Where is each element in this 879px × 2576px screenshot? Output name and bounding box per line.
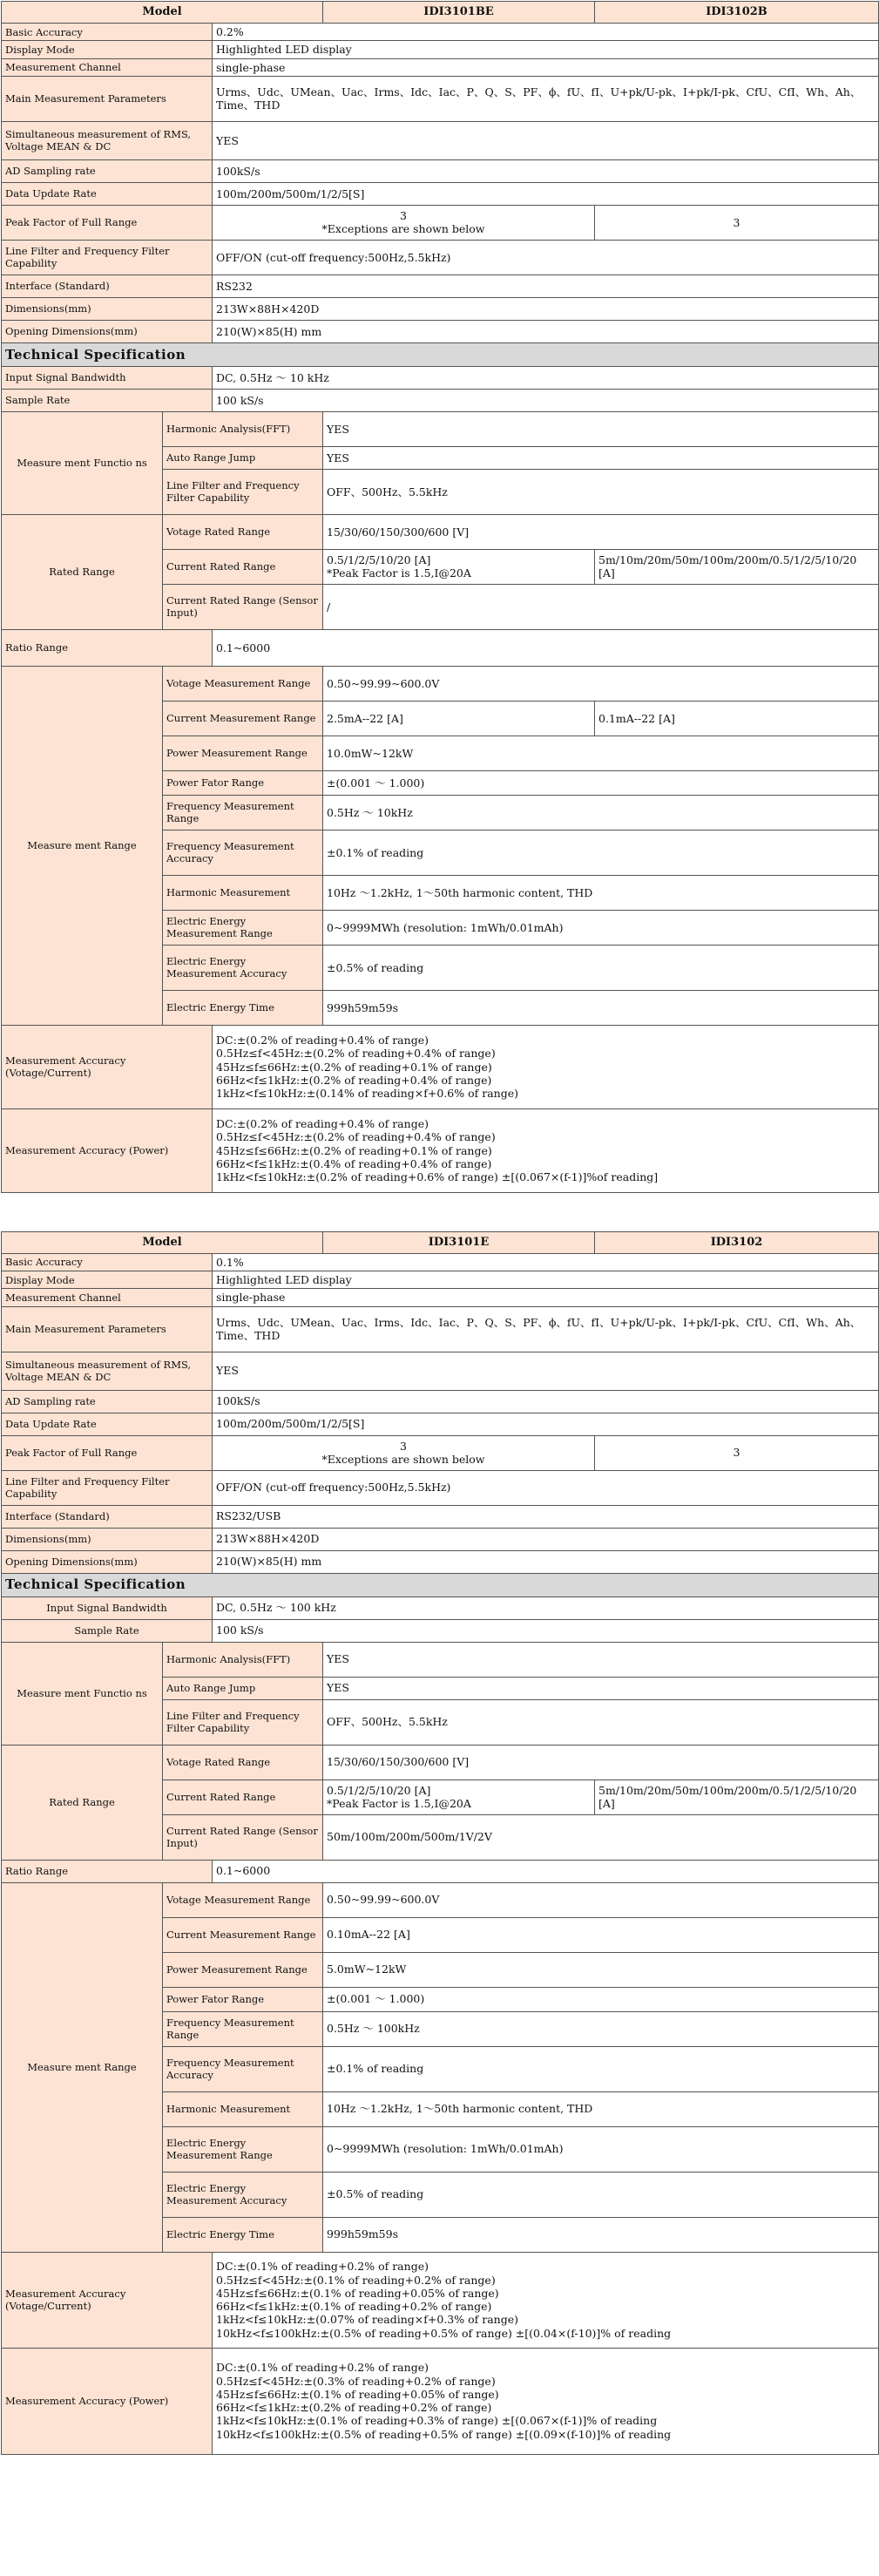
- model-b: IDI3102: [595, 1231, 879, 1253]
- accuracy-vc-value: DC:±(0.2% of reading+0.4% of range) 0.5Hz≤f<45Hz:±(0.2% of reading+0.4% of range) 45Hz≤f≤66Hz:±(0.2% of reading+0.1% of range) 66Hz<f≤1kHz:±(0.2% of reading+0.4% of range) 1kHz<f≤10kHz:±(0.14% of reading×f+0.6% of range): [213, 1025, 879, 1108]
- mr-voltage-row: [2, 1882, 879, 1917]
- mr-harmonic-label: Harmonic Measurement: [163, 875, 323, 910]
- dimensions-value: 213W×88H×420D: [213, 297, 879, 320]
- peak-factor-row: [2, 205, 879, 240]
- simultaneous-row: [2, 1352, 879, 1390]
- sample-rate-row: [2, 389, 879, 411]
- peak-factor-row: [2, 1435, 879, 1470]
- line-filter-row: [2, 240, 879, 275]
- main-params-value: Urms、Udc、UMean、Uac、Irms、Idc、Iac、P、Q、S、PF、ϕ、fU、fI、U+pk/U-pk、I+pk/I-pk、CfU、CfI、Wh、Ah、Time、THD: [213, 1306, 879, 1352]
- accuracy-p-label: Measurement Accuracy (Power): [2, 1108, 213, 1192]
- tech-spec-title: Technical Specification: [2, 342, 879, 366]
- mr-power-label: Power Measurement Range: [163, 736, 323, 770]
- peak-factor-label: Peak Factor of Full Range: [2, 205, 213, 240]
- data-update-label: Data Update Rate: [2, 1413, 213, 1435]
- line-filter-value: OFF/ON (cut-off frequency:500Hz,5.5kHz): [213, 1470, 879, 1505]
- input-bandwidth-row: [2, 366, 879, 389]
- interface-label: Interface (Standard): [2, 1505, 213, 1528]
- measurement-functions-group: Measure ment Functio ns: [2, 411, 163, 514]
- ad-sampling-label: AD Sampling rate: [2, 1390, 213, 1413]
- basic-accuracy-row: [2, 1253, 879, 1271]
- accuracy-p-value: DC:±(0.1% of reading+0.2% of range) 0.5Hz≤f<45Hz:±(0.3% of reading+0.2% of range) 45Hz≤f≤66Hz:±(0.1% of reading+0.05% of range) 66Hz<f≤1kHz:±(0.2% of reading+0.2% of range) 1kHz<f≤10kHz:±(0.1% of reading+0.3% of range) ±[(0.067×(f-1)]% of reading 10kHz<f≤100kHz:±(0.5% of reading+0.5% of range) ±[(0.09×(f-10)]% of reading: [213, 2348, 879, 2454]
- data-update-value: 100m/200m/500m/1/2/5[S]: [213, 182, 879, 205]
- sample-rate-value: 100 kS/s: [213, 1619, 879, 1642]
- mf-harmonic-value: YES: [323, 411, 879, 446]
- accuracy-vc-row: [2, 1025, 879, 1108]
- mr-harmonic-value: 10Hz ～1.2kHz, 1～50th harmonic content, THD: [323, 875, 879, 910]
- mr-energy-time-value: 999h59m59s: [323, 990, 879, 1025]
- rr-current-value-a: 0.5/1/2/5/10/20 [A] *Peak Factor is 1.5,I@20A: [323, 549, 595, 584]
- rr-current-value-b: 5m/10m/20m/50m/100m/200m/0.5/1/2/5/10/20 [A]: [595, 1779, 879, 1814]
- ratio-range-row: [2, 629, 879, 666]
- mf-harmonic-row: [2, 411, 879, 446]
- interface-row: [2, 275, 879, 297]
- mr-current-label: Current Measurement Range: [163, 1917, 323, 1952]
- table-gap: [1, 1193, 716, 1231]
- model-b: IDI3102B: [595, 2, 879, 24]
- mf-harmonic-row: [2, 1642, 879, 1677]
- basic-accuracy-value: 0.2%: [213, 24, 879, 41]
- mr-frequency-value: 0.5Hz ～ 100kHz: [323, 2011, 879, 2046]
- mr-power-factor-value: ±(0.001 ～ 1.000): [323, 770, 879, 795]
- dimensions-label: Dimensions(mm): [2, 297, 213, 320]
- model-a: IDI3101E: [323, 1231, 595, 1253]
- mf-harmonic-value: YES: [323, 1642, 879, 1677]
- display-mode-value: Highlighted LED display: [213, 41, 879, 58]
- mr-freq-accuracy-value: ±0.1% of reading: [323, 830, 879, 875]
- rr-sensor-label: Current Rated Range (Sensor Input): [163, 1814, 323, 1860]
- data-update-row: [2, 182, 879, 205]
- accuracy-vc-row: [2, 2252, 879, 2348]
- ratio-range-value: 0.1~6000: [213, 629, 879, 666]
- mr-freq-accuracy-value: ±0.1% of reading: [323, 2046, 879, 2091]
- display-mode-value: Highlighted LED display: [213, 1271, 879, 1289]
- peak-factor-value-a: 3 *Exceptions are shown below: [213, 205, 595, 240]
- input-bandwidth-value: DC, 0.5Hz ～ 100 kHz: [213, 1596, 879, 1619]
- rr-voltage-value: 15/30/60/150/300/600 [V]: [323, 514, 879, 549]
- measurement-channel-value: single-phase: [213, 58, 879, 76]
- opening-label: Opening Dimensions(mm): [2, 1550, 213, 1573]
- measurement-channel-row: [2, 58, 879, 76]
- rr-current-value-a: 0.5/1/2/5/10/20 [A] *Peak Factor is 1.5,I@20A: [323, 1779, 595, 1814]
- accuracy-vc-label: Measurement Accuracy (Votage/Current): [2, 2252, 213, 2348]
- mr-current-value: 0.10mA--22 [A]: [323, 1917, 879, 1952]
- mr-energy-accuracy-value: ±0.5% of reading: [323, 2172, 879, 2217]
- measurement-channel-label: Measurement Channel: [2, 1289, 213, 1306]
- accuracy-vc-label: Measurement Accuracy (Votage/Current): [2, 1025, 213, 1108]
- mf-harmonic-label: Harmonic Analysis(FFT): [163, 1642, 323, 1677]
- mr-voltage-label: Votage Measurement Range: [163, 1882, 323, 1917]
- sample-rate-label: Sample Rate: [2, 1619, 213, 1642]
- mr-energy-time-label: Electric Energy Time: [163, 990, 323, 1025]
- mr-power-factor-label: Power Fator Range: [163, 1987, 323, 2011]
- rr-sensor-label: Current Rated Range (Sensor Input): [163, 584, 323, 629]
- accuracy-p-value: DC:±(0.2% of reading+0.4% of range) 0.5Hz≤f<45Hz:±(0.2% of reading+0.4% of range) 45Hz≤f≤66Hz:±(0.2% of reading+0.1% of range) 66Hz<f≤1kHz:±(0.4% of reading+0.4% of range) 1kHz<f≤10kHz:±(0.2% of reading+0.6% of range) ±[(0.067×(f-1)]%of reading]: [213, 1108, 879, 1192]
- spec-table-1: [1, 1, 879, 1193]
- line-filter-label: Line Filter and Frequency Filter Capability: [2, 1470, 213, 1505]
- opening-row: [2, 1550, 879, 1573]
- basic-accuracy-label: Basic Accuracy: [2, 24, 213, 41]
- mr-voltage-label: Votage Measurement Range: [163, 666, 323, 701]
- measurement-channel-row: [2, 1289, 879, 1306]
- display-mode-label: Display Mode: [2, 1271, 213, 1289]
- mf-line-filter-value: OFF、500Hz、5.5kHz: [323, 469, 879, 514]
- mf-auto-range-value: YES: [323, 446, 879, 469]
- interface-row: [2, 1505, 879, 1528]
- ratio-range-label: Ratio Range: [2, 1860, 213, 1882]
- mr-energy-time-label: Electric Energy Time: [163, 2217, 323, 2252]
- dimensions-row: [2, 297, 879, 320]
- rr-current-value-b: 5m/10m/20m/50m/100m/200m/0.5/1/2/5/10/20 [A]: [595, 549, 879, 584]
- mr-current-value-b: 0.1mA--22 [A]: [595, 701, 879, 736]
- sample-rate-value: 100 kS/s: [213, 389, 879, 411]
- input-bandwidth-label: Input Signal Bandwidth: [2, 1596, 213, 1619]
- tech-spec-header: [2, 342, 879, 366]
- data-update-label: Data Update Rate: [2, 182, 213, 205]
- ratio-range-value: 0.1~6000: [213, 1860, 879, 1882]
- mr-harmonic-value: 10Hz ～1.2kHz, 1～50th harmonic content, THD: [323, 2091, 879, 2126]
- input-bandwidth-row: [2, 1596, 879, 1619]
- tech-spec-header: [2, 1573, 879, 1596]
- rr-current-label: Current Rated Range: [163, 1779, 323, 1814]
- mr-power-factor-value: ±(0.001 ～ 1.000): [323, 1987, 879, 2011]
- mr-power-label: Power Measurement Range: [163, 1952, 323, 1987]
- mr-energy-range-label: Electric Energy Measurement Range: [163, 910, 323, 945]
- mr-energy-range-value: 0~9999MWh (resolution: 1mWh/0.01mAh): [323, 2126, 879, 2172]
- peak-factor-value-a: 3 *Exceptions are shown below: [213, 1435, 595, 1470]
- main-params-row: [2, 1306, 879, 1352]
- mr-harmonic-label: Harmonic Measurement: [163, 2091, 323, 2126]
- display-mode-row: [2, 41, 879, 58]
- peak-factor-label: Peak Factor of Full Range: [2, 1435, 213, 1470]
- interface-value: RS232: [213, 275, 879, 297]
- mr-voltage-value: 0.50~99.99~600.0V: [323, 666, 879, 701]
- mr-power-value: 10.0mW~12kW: [323, 736, 879, 770]
- ad-sampling-label: AD Sampling rate: [2, 159, 213, 182]
- mr-energy-accuracy-label: Electric Energy Measurement Accuracy: [163, 2172, 323, 2217]
- accuracy-p-label: Measurement Accuracy (Power): [2, 2348, 213, 2454]
- ad-sampling-row: [2, 1390, 879, 1413]
- mr-energy-accuracy-label: Electric Energy Measurement Accuracy: [163, 945, 323, 990]
- mr-power-value: 5.0mW~12kW: [323, 1952, 879, 1987]
- peak-factor-value-b: 3: [595, 205, 879, 240]
- input-bandwidth-label: Input Signal Bandwidth: [2, 366, 213, 389]
- ratio-range-label: Ratio Range: [2, 629, 213, 666]
- main-params-label: Main Measurement Parameters: [2, 76, 213, 121]
- model-row: [2, 2, 879, 24]
- data-update-row: [2, 1413, 879, 1435]
- mf-auto-range-label: Auto Range Jump: [163, 1677, 323, 1699]
- opening-label: Opening Dimensions(mm): [2, 320, 213, 342]
- rated-range-group: Rated Range: [2, 1745, 163, 1860]
- rr-voltage-label: Votage Rated Range: [163, 1745, 323, 1779]
- model-label: Model: [2, 1231, 323, 1253]
- rr-voltage-value: 15/30/60/150/300/600 [V]: [323, 1745, 879, 1779]
- main-params-row: [2, 76, 879, 121]
- mr-current-label: Current Measurement Range: [163, 701, 323, 736]
- measurement-functions-group: Measure ment Functio ns: [2, 1642, 163, 1745]
- mf-line-filter-label: Line Filter and Frequency Filter Capability: [163, 469, 323, 514]
- mf-auto-range-value: YES: [323, 1677, 879, 1699]
- rr-voltage-row: [2, 514, 879, 549]
- rated-range-group: Rated Range: [2, 514, 163, 629]
- mr-power-factor-label: Power Fator Range: [163, 770, 323, 795]
- measurement-range-group: Measure ment Range: [2, 1882, 163, 2252]
- simultaneous-label: Simultaneous measurement of RMS, Voltage MEAN & DC: [2, 1352, 213, 1390]
- rr-sensor-value: /: [323, 584, 879, 629]
- simultaneous-label: Simultaneous measurement of RMS, Voltage MEAN & DC: [2, 121, 213, 159]
- basic-accuracy-label: Basic Accuracy: [2, 1253, 213, 1271]
- sample-rate-label: Sample Rate: [2, 389, 213, 411]
- mr-frequency-value: 0.5Hz ～ 10kHz: [323, 795, 879, 830]
- accuracy-p-row: [2, 2348, 879, 2454]
- main-params-value: Urms、Udc、UMean、Uac、Irms、Idc、Iac、P、Q、S、PF、ϕ、fU、fI、U+pk/U-pk、I+pk/I-pk、CfU、CfI、Wh、Ah、Time、THD: [213, 76, 879, 121]
- line-filter-row: [2, 1470, 879, 1505]
- line-filter-label: Line Filter and Frequency Filter Capability: [2, 240, 213, 275]
- input-bandwidth-value: DC, 0.5Hz ～ 10 kHz: [213, 366, 879, 389]
- mr-energy-range-label: Electric Energy Measurement Range: [163, 2126, 323, 2172]
- mf-harmonic-label: Harmonic Analysis(FFT): [163, 411, 323, 446]
- basic-accuracy-value: 0.1%: [213, 1253, 879, 1271]
- ad-sampling-row: [2, 159, 879, 182]
- mr-energy-range-value: 0~9999MWh (resolution: 1mWh/0.01mAh): [323, 910, 879, 945]
- accuracy-vc-value: DC:±(0.1% of reading+0.2% of range) 0.5Hz≤f<45Hz:±(0.1% of reading+0.2% of range) 45Hz≤f≤66Hz:±(0.1% of reading+0.05% of range) 66Hz<f≤1kHz:±(0.1% of reading+0.2% of range) 1kHz<f≤10kHz:±(0.07% of reading×f+0.3% of range) 10kHz<f≤100kHz:±(0.5% of reading+0.5% of range) ±[(0.04×(f-10)]% of reading: [213, 2252, 879, 2348]
- model-label: Model: [2, 2, 323, 24]
- accuracy-p-row: [2, 1108, 879, 1192]
- rr-current-label: Current Rated Range: [163, 549, 323, 584]
- mr-voltage-value: 0.50~99.99~600.0V: [323, 1882, 879, 1917]
- mr-energy-accuracy-value: ±0.5% of reading: [323, 945, 879, 990]
- opening-value: 210(W)×85(H) mm: [213, 320, 879, 342]
- main-params-label: Main Measurement Parameters: [2, 1306, 213, 1352]
- display-mode-label: Display Mode: [2, 41, 213, 58]
- peak-factor-value-b: 3: [595, 1435, 879, 1470]
- mr-freq-accuracy-label: Frequency Measurement Accuracy: [163, 830, 323, 875]
- measurement-range-group: Measure ment Range: [2, 666, 163, 1025]
- model-row: [2, 1231, 879, 1253]
- dimensions-value: 213W×88H×420D: [213, 1528, 879, 1550]
- rr-voltage-label: Votage Rated Range: [163, 514, 323, 549]
- mr-current-value-a: 2.5mA--22 [A]: [323, 701, 595, 736]
- mr-frequency-label: Frequency Measurement Range: [163, 795, 323, 830]
- ad-sampling-value: 100kS/s: [213, 159, 879, 182]
- dimensions-label: Dimensions(mm): [2, 1528, 213, 1550]
- line-filter-value: OFF/ON (cut-off frequency:500Hz,5.5kHz): [213, 240, 879, 275]
- sample-rate-row: [2, 1619, 879, 1642]
- simultaneous-value: YES: [213, 121, 879, 159]
- model-a: IDI3101BE: [323, 2, 595, 24]
- mf-auto-range-label: Auto Range Jump: [163, 446, 323, 469]
- tech-spec-title: Technical Specification: [2, 1573, 879, 1596]
- dimensions-row: [2, 1528, 879, 1550]
- display-mode-row: [2, 1271, 879, 1289]
- ratio-range-row: [2, 1860, 879, 1882]
- mr-voltage-row: [2, 666, 879, 701]
- interface-label: Interface (Standard): [2, 275, 213, 297]
- simultaneous-row: [2, 121, 879, 159]
- spec-table-2: [1, 1231, 879, 2455]
- opening-row: [2, 320, 879, 342]
- measurement-channel-label: Measurement Channel: [2, 58, 213, 76]
- data-update-value: 100m/200m/500m/1/2/5[S]: [213, 1413, 879, 1435]
- mr-frequency-label: Frequency Measurement Range: [163, 2011, 323, 2046]
- ad-sampling-value: 100kS/s: [213, 1390, 879, 1413]
- mf-line-filter-value: OFF、500Hz、5.5kHz: [323, 1699, 879, 1745]
- interface-value: RS232/USB: [213, 1505, 879, 1528]
- rr-voltage-row: [2, 1745, 879, 1779]
- basic-accuracy-row: [2, 24, 879, 41]
- measurement-channel-value: single-phase: [213, 1289, 879, 1306]
- simultaneous-value: YES: [213, 1352, 879, 1390]
- mr-freq-accuracy-label: Frequency Measurement Accuracy: [163, 2046, 323, 2091]
- rr-sensor-value: 50m/100m/200m/500m/1V/2V: [323, 1814, 879, 1860]
- mr-energy-time-value: 999h59m59s: [323, 2217, 879, 2252]
- opening-value: 210(W)×85(H) mm: [213, 1550, 879, 1573]
- mf-line-filter-label: Line Filter and Frequency Filter Capability: [163, 1699, 323, 1745]
